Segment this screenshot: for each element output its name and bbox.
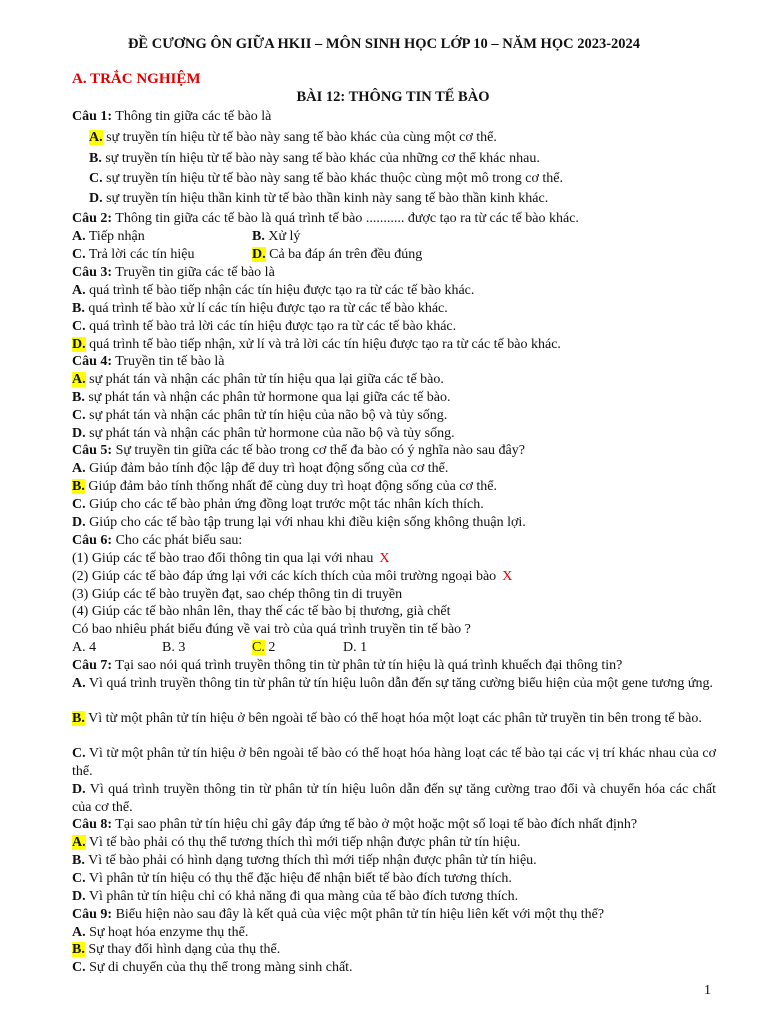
q6-statement-1 [72,550,716,568]
q5-option-b [72,478,716,496]
option-letter: B. [252,229,265,244]
q5-option-d [72,514,716,532]
option-text: quá trình tế bào tiếp nhận các tín hiệu được tạo ra từ các tế bào khác. [85,283,475,298]
question-text: Tại sao nói quá trình truyền thông tin từ phân tử tín hiệu là quá trình khuếch đại thông tin? [112,658,623,673]
question-1 [72,108,716,126]
q3-option-d [72,336,716,354]
option-text: Vì tế bào phải có thụ thể tương thích thì mới tiếp nhận được phân tử tín hiệu. [85,835,521,850]
q7-option-d [72,781,716,817]
question-2 [72,210,716,228]
statement-text: (2) Giúp các tế bào đáp ứng lại với các kích thích của môi trường ngoại bào [72,569,497,584]
option-letter: B. [89,151,102,166]
statement-text: (3) Giúp các tế bào truyền đạt, sao chép thông tin di truyền [72,587,403,602]
option-text: quá trình tế bào tiếp nhận, xử lí và trả lời các tín hiệu được tạo ra từ các tế bào khác. [85,337,561,352]
option-text: sự truyền tín hiệu từ tế bào này sang tế bào khác của cùng một cơ thể. [102,130,497,145]
question-text: Biểu hiện nào sau đây là kết quả của việc một phân tử tín hiệu liên kết với một thụ thể? [112,907,605,922]
q1-option-c [89,170,733,188]
option-letter: D. [72,515,86,530]
question-6 [72,532,716,550]
q7-option-c [72,745,716,781]
answer-letter-highlighted: A. [72,835,86,850]
q8-option-a [72,834,716,852]
question-label: Câu 6: [72,533,113,548]
q6-option-d [343,639,423,657]
option-letter: B. [162,640,175,655]
wrong-mark: X [379,551,390,566]
option-letter: D. [72,426,86,441]
option-text: sự phát tán và nhận các phân tử tín hiệu qua lại giữa các tế bào. [85,372,444,387]
q4-option-d [72,425,716,443]
question-text: Thông tin giữa các tế bào là [112,109,272,124]
q3-option-b [72,300,716,318]
q6-option-a [72,639,152,657]
option-letter: A. [72,461,86,476]
option-text: sự truyền tín hiệu từ tế bào này sang tế bào khác thuộc cùng một mô trong cơ thể. [102,171,563,186]
q2-option-d [252,246,552,264]
question-label: Câu 7: [72,658,113,673]
option-text: Vì quá trình truyền thông tin từ phân tử tín hiệu luôn dẫn đến sự tăng cường trao đổi và chuyển hóa các chất của cơ thể. [72,782,716,815]
question-8 [72,816,716,834]
question-text: Sự truyền tin giữa các tế bào trong cơ thể đa bào có ý nghĩa nào sau đây? [112,443,525,458]
option-text: Sự di chuyển của thụ thể trong màng sinh chất. [85,960,353,975]
q8-option-d [72,888,716,906]
option-letter: A. [72,283,86,298]
question-label: Câu 4: [72,354,113,369]
q8-option-b [72,852,716,870]
q4-option-a [72,371,716,389]
statement-text: (1) Giúp các tế bào trao đổi thông tin qua lại với nhau [72,551,374,566]
q6-statement-4 [72,603,716,621]
option-letter: C. [72,746,86,761]
option-text: 4 [85,640,97,655]
q6-statement-3 [72,586,716,604]
question-text: Truyền tin giữa các tế bào là [112,265,275,280]
question-9 [72,906,716,924]
option-letter: C. [72,497,86,512]
option-text: 1 [356,640,368,655]
lesson-heading: BÀI 12: THÔNG TIN TẾ BÀO [296,89,490,105]
option-letter: D. [343,640,357,655]
option-text: Vì phân tử tín hiệu chỉ có khả năng đi qua màng của tế bào đích tương thích. [85,889,519,904]
option-text: Xử lý [264,229,301,244]
option-letter: A. [72,925,86,940]
q9-option-c [72,959,716,977]
section-heading: A. TRẮC NGHIỆM [72,71,201,87]
question-label: Câu 5: [72,443,113,458]
option-letter: A. [72,640,86,655]
option-text: Tiếp nhận [85,229,145,244]
option-letter: D. [72,782,86,797]
question-label: Câu 2: [72,211,113,226]
option-letter: B. [72,390,85,405]
option-text: quá trình tế bào xử lí các tín hiệu được tạo ra từ các tế bào khác. [84,301,448,316]
question-text: Tại sao phân tử tín hiệu chỉ gây đáp ứng tế bào ở một hoặc một số loại tế bào đích nhất định? [112,817,638,832]
option-letter: A. [72,676,86,691]
q6-ask: Có bao nhiêu phát biểu đúng về vai trò của quá trình truyền tin tế bào ? [72,622,471,637]
option-text: Trả lời các tín hiệu [85,247,195,262]
answer-letter-highlighted: C. [252,640,265,655]
option-letter: D. [89,191,103,206]
option-letter: D. [72,889,86,904]
option-text: Cả ba đáp án trên đều đúng [265,247,423,262]
q7-option-a [72,675,716,693]
option-letter: C. [72,960,86,975]
answer-letter-highlighted: B. [72,479,85,494]
q4-option-b [72,389,716,407]
question-label: Câu 9: [72,907,113,922]
q4-option-c [72,407,716,425]
document-title: ĐỀ CƯƠNG ÔN GIỮA HKII – MÔN SINH HỌC LỚP 10 – NĂM HỌC 2023-2024 [127,36,641,52]
question-label: Câu 1: [72,109,113,124]
q6-option-c [252,639,332,657]
answer-letter-highlighted: A. [72,372,86,387]
answer-letter-highlighted: D. [252,247,266,262]
q9-option-b [72,941,716,959]
option-text: sự phát tán và nhận các phân tử hormone của não bộ và tủy sống. [85,426,455,441]
answer-letter-highlighted: A. [89,130,103,145]
q1-option-b [89,150,733,168]
option-letter: C. [72,408,86,423]
q9-option-a [72,924,716,942]
question-3 [72,264,716,282]
option-text: Sự hoạt hóa enzyme thụ thể. [85,925,249,940]
option-text: Vì tế bào phải có hình dạng tương thích thì mới tiếp nhận được phân tử tín hiệu. [84,853,537,868]
answer-letter-highlighted: B. [72,711,85,726]
option-text: 2 [264,640,276,655]
wrong-mark: X [502,569,513,584]
option-text: sự truyền tín hiệu thần kinh từ tế bào thần kinh này sang tế bào thần kinh khác. [102,191,549,206]
answer-letter-highlighted: D. [72,337,86,352]
q3-option-c [72,318,716,336]
option-text: 3 [174,640,186,655]
option-text: Vì phân tử tín hiệu có thụ thể đặc hiệu để nhận biết tế bào đích tương thích. [85,871,512,886]
page-number: 1 [704,983,711,998]
option-letter: B. [72,301,85,316]
option-text: quá trình tế bào trả lời các tín hiệu được tạo ra từ các tế bào khác. [85,319,457,334]
q6-option-b [162,639,242,657]
option-text: Giúp đảm bảo tính thống nhất để cùng duy trì hoạt động sống của cơ thể. [84,479,498,494]
option-text: Vì từ một phân tử tín hiệu ở bên ngoài tế bào có thể hoạt hóa hàng loạt các tế bào tại các vị trí khác nhau của cơ thể. [72,746,716,779]
question-label: Câu 8: [72,817,113,832]
q1-option-a [89,129,733,147]
option-text: Giúp đảm bảo tính độc lập để duy trì hoạt động sống của cơ thể. [85,461,449,476]
question-text: Truyền tin tế bào là [112,354,225,369]
option-letter: C. [72,247,86,262]
question-text: Cho các phát biểu sau: [112,533,243,548]
statement-text: (4) Giúp các tế bào nhân lên, thay thế các tế bào bị thương, già chết [72,604,451,619]
q8-option-c [72,870,716,888]
q1-option-d [89,190,733,208]
option-letter: B. [72,853,85,868]
question-label: Câu 3: [72,265,113,280]
option-letter: C. [89,171,103,186]
q5-option-c [72,496,716,514]
question-4 [72,353,716,371]
option-letter: C. [72,319,86,334]
option-text: Vì quá trình truyền thông tin từ phân tử tín hiệu luôn dẫn đến sự tăng cường biểu hiện của một gene tương ứng. [85,676,713,691]
question-5 [72,442,716,460]
option-letter: A. [72,229,86,244]
question-7 [72,657,716,675]
option-text: Giúp cho các tế bào phản ứng đồng loạt trước một tác nhân kích thích. [85,497,484,512]
q7-option-b [72,710,716,728]
q6-statement-2 [72,568,716,586]
q3-option-a [72,282,716,300]
option-text: Giúp cho các tế bào tập trung lại với nhau khi điều kiện sống không thuận lợi. [85,515,526,530]
option-text: sự phát tán và nhận các phân tử tín hiệu của não bộ và tủy sống. [85,408,448,423]
option-text: Vì từ một phân tử tín hiệu ở bên ngoài tế bào có thể hoạt hóa một loạt các phân tử truyền tin bên trong tế bào. [84,711,702,726]
option-letter: C. [72,871,86,886]
answer-letter-highlighted: B. [72,942,85,957]
q5-option-a [72,460,716,478]
q2-option-b [252,228,552,246]
option-text: sự truyền tín hiệu từ tế bào này sang tế bào khác của những cơ thể khác nhau. [101,151,540,166]
question-text: Thông tin giữa các tế bào là quá trình tế bào ........... được tạo ra từ các tế bào khác. [112,211,579,226]
option-text: Sự thay đổi hình dạng của thụ thể. [84,942,281,957]
option-text: sự phát tán và nhận các phân tử hormone qua lại giữa các tế bào. [84,390,451,405]
